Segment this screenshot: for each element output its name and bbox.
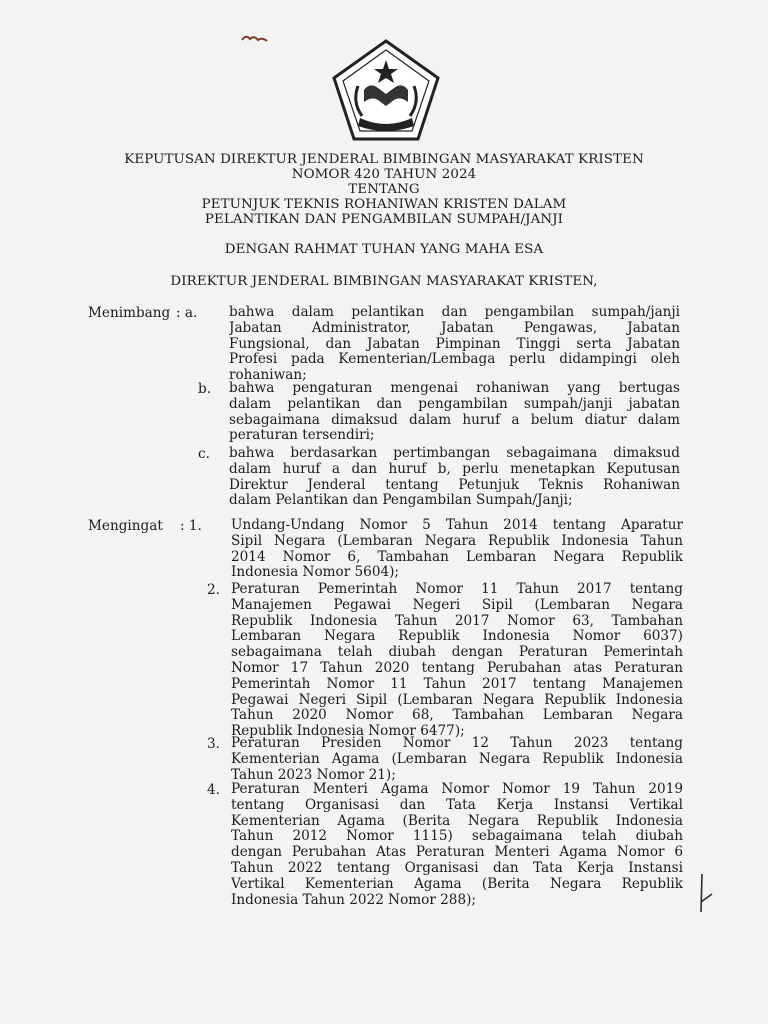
menimbang-marker-b: b.	[198, 381, 212, 397]
mengingat-item-1	[231, 518, 683, 581]
text-line: Direktur Jenderal tentang Petunjuk Teknis Rohaniwan	[229, 477, 680, 493]
text-line: Peraturan Menteri Agama Nomor Nomor 19 Tahun 2019	[231, 782, 683, 797]
text-line: Indonesia Nomor 5604);	[231, 565, 400, 581]
text-line: dalam huruf a dan huruf b, perlu menetapkan Keputusan	[229, 461, 680, 477]
text-line: Undang-Undang Nomor 5 Tahun 2014 tentang Aparatur	[231, 518, 683, 533]
text-line: sebagaimana telah diubah dengan Peraturan Pemerintah	[231, 645, 683, 661]
mengingat-item-3	[231, 736, 683, 783]
text-line: Peraturan Pemerintah Nomor 11 Tahun 2017 tentang	[231, 582, 683, 597]
text-line: tentang Organisasi dan Tata Kerja Instansi Vertikal	[231, 797, 683, 813]
text-line: Nomor 17 Tahun 2020 tentang Perubahan atas Peraturan	[231, 660, 683, 676]
mengingat-item-2	[231, 582, 683, 740]
decision-title-block	[0, 152, 768, 227]
text-line: Vertikal Kementerian Agama (Berita Negara Republik	[231, 876, 683, 892]
text-line: Republik Indonesia Tahun 2017 Nomor 63, Tambahan	[231, 613, 683, 629]
title-line: KEPUTUSAN DIREKTUR JENDERAL BIMBINGAN MASYARAKAT KRISTEN	[124, 152, 644, 167]
text-line: Pegawai Negeri Sipil (Lembaran Negara Republik Indonesia	[231, 692, 683, 708]
mengingat-marker-4: 4.	[207, 782, 220, 798]
text-line: Profesi pada Kementerian/Lembaga perlu didampingi oleh	[229, 352, 680, 368]
text-line: dengan Perubahan Atas Peraturan Menteri Agama Nomor 6	[231, 845, 683, 861]
ink-speck	[240, 32, 270, 44]
text-line: dalam pelantikan dan pengambilan sumpah/janji jabatan	[229, 396, 680, 412]
menimbang-item-a	[229, 305, 680, 384]
text-line: Tahun 2022 tentang Organisasi dan Tata Kerja Instansi	[231, 860, 683, 876]
text-line: Tahun 2012 Nomor 1115) sebagaimana telah diubah	[231, 829, 683, 845]
text-line: Tahun 2023 Nomor 21);	[231, 767, 396, 783]
blessing-line: DENGAN RAHMAT TUHAN YANG MAHA ESA	[224, 242, 544, 257]
text-line: Indonesia Tahun 2022 Nomor 288);	[231, 892, 476, 908]
menimbang-item-c	[229, 446, 680, 509]
text-line: Manajemen Pegawai Negeri Sipil (Lembaran Negara	[231, 597, 683, 613]
text-line: rohaniwan;	[229, 368, 307, 384]
mengingat-marker-3: 3.	[207, 736, 220, 752]
initial-paraf-mark	[692, 872, 716, 916]
text-line: Fungsional, dan Jabatan Pimpinan Tinggi serta Jabatan	[229, 336, 680, 352]
text-line: dalam Pelantikan dan Pengambilan Sumpah/Janji;	[229, 493, 573, 509]
mengingat-marker-2: 2.	[207, 582, 220, 598]
official-title: DIREKTUR JENDERAL BIMBINGAN MASYARAKAT KRISTEN,	[170, 274, 598, 289]
menimbang-marker-c: c.	[198, 446, 210, 462]
text-line: Kementerian Agama (Lembaran Negara Republik Indonesia	[231, 751, 683, 767]
text-line: Tahun 2020 Nomor 68, Tambahan Lembaran Negara	[231, 708, 683, 724]
text-line: peraturan tersendiri;	[229, 428, 375, 444]
text-line: sebagaimana dimaksud dalam huruf a belum diatur dalam	[229, 412, 680, 428]
text-line: Jabatan Administrator, Jabatan Pengawas, Jabatan	[229, 320, 680, 336]
text-line: Pemerintah Nomor 11 Tahun 2017 tentang Manajemen	[231, 676, 683, 692]
menimbang-marker-a: : a.	[176, 305, 198, 321]
menimbang-label: Menimbang	[88, 305, 171, 321]
text-line: bahwa pengaturan mengenai rohaniwan yang bertugas	[229, 381, 680, 396]
text-line: bahwa dalam pelantikan dan pengambilan sumpah/janji	[229, 305, 680, 320]
text-line: bahwa berdasarkan pertimbangan sebagaimana dimaksud	[229, 446, 680, 461]
mengingat-marker-1: : 1.	[180, 518, 202, 534]
title-line: PETUNJUK TEKNIS ROHANIWAN KRISTEN DALAM	[201, 197, 567, 212]
title-line: NOMOR 420 TAHUN 2024	[291, 167, 477, 182]
text-line: Sipil Negara (Lembaran Negara Republik Indonesia Tahun	[231, 533, 683, 549]
ministry-emblem-logo	[330, 38, 442, 142]
text-line: Kementerian Agama (Berita Negara Republik Indonesia	[231, 813, 683, 829]
title-line: TENTANG	[348, 182, 420, 197]
mengingat-item-4	[231, 782, 683, 908]
menimbang-item-b	[229, 381, 680, 444]
title-line: PELANTIKAN DAN PENGAMBILAN SUMPAH/JANJI	[204, 212, 564, 227]
text-line: Peraturan Presiden Nomor 12 Tahun 2023 tentang	[231, 736, 683, 751]
text-line: Lembaran Negara Republik Indonesia Nomor 6037)	[231, 629, 683, 645]
text-line: 2014 Nomor 6, Tambahan Lembaran Negara Republik	[231, 549, 683, 565]
mengingat-label: Mengingat	[88, 518, 163, 534]
text-line: Republik Indonesia Nomor 6477);	[231, 724, 465, 740]
